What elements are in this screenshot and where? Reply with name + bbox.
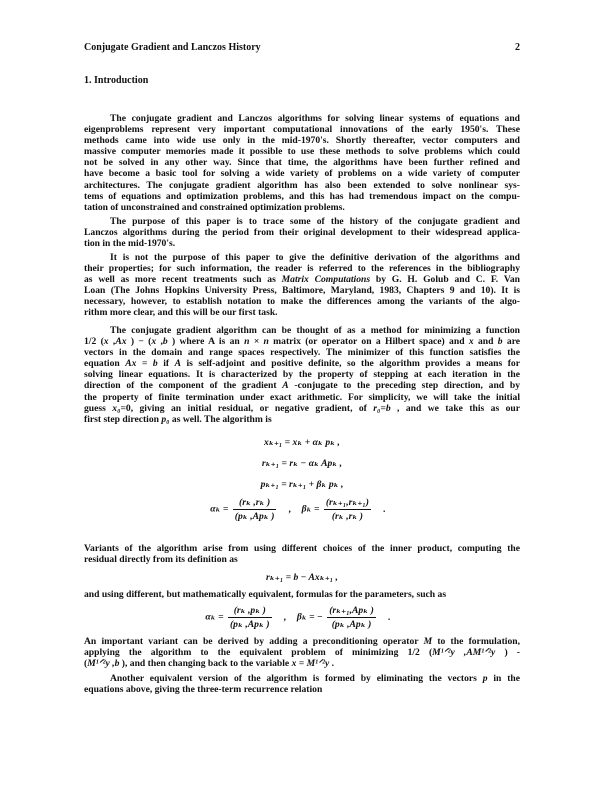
text-run: , bbox=[156, 336, 163, 348]
text-run: 1/2 ( bbox=[84, 336, 104, 348]
text-line bbox=[84, 135, 520, 146]
text-run: vectors in the domain and range spaces respectively. The minimizer of this function satisfies the bbox=[84, 347, 520, 359]
paragraph bbox=[84, 252, 520, 319]
page-number: 2 bbox=[515, 42, 520, 53]
text-run: direction of the component of the gradient bbox=[84, 380, 283, 392]
text-run: The conjugate gradient algorithm can be thought of as a method for minimizing a function bbox=[110, 325, 520, 336]
text-run: eigenproblems represent very important computational innovations of the early 1950's. These bbox=[84, 124, 520, 136]
italic-text: x bbox=[468, 336, 474, 348]
text-run: rithm more clear, and this will be our first task. bbox=[84, 307, 278, 319]
text-line bbox=[84, 274, 520, 285]
text-run: to the formulation, bbox=[432, 636, 520, 647]
beta-fraction bbox=[327, 605, 376, 630]
text-line bbox=[84, 543, 520, 554]
paragraph bbox=[84, 636, 520, 669]
text-run: equations above, giving the three-term recurrence relation bbox=[84, 684, 323, 696]
text-line bbox=[84, 380, 520, 391]
italic-text: n × n bbox=[244, 336, 269, 348]
text-run: applying the algorithm to the equivalent problem of minimizing 1/2 ( bbox=[84, 647, 433, 659]
equation-x-update: xₖ₊₁ = xₖ + αₖ pₖ , bbox=[264, 437, 340, 448]
text-run: ) where A is an bbox=[167, 336, 245, 348]
text-run: ) − ( bbox=[126, 336, 152, 348]
text-run: tation of unconstrained and constrained optimization problems. bbox=[84, 201, 345, 213]
text-run: ), and then changing back to the variable bbox=[119, 658, 292, 670]
running-title: Conjugate Gradient and Lanczos History bbox=[84, 42, 261, 53]
italic-text: Ax = b bbox=[125, 358, 158, 370]
text-line bbox=[84, 113, 520, 124]
italic-text: M bbox=[423, 636, 433, 647]
alpha-numerator: (rₖ ,rₖ ) bbox=[233, 497, 277, 510]
text-line bbox=[84, 414, 520, 425]
text-run: Loan (The Johns Hopkins University Press, Baltimore, Maryland, 1983, Chapters 9 and 10). It is bbox=[84, 285, 520, 297]
text-run: and bbox=[473, 336, 498, 348]
text-run: An important variant can be derived by adding a preconditioning operator bbox=[84, 636, 424, 647]
equation-r-update: rₖ₊₁ = rₖ − αₖ Apₖ , bbox=[261, 458, 343, 469]
text-line bbox=[84, 554, 520, 565]
separator: , bbox=[284, 611, 287, 623]
italic-text: p bbox=[482, 673, 488, 684]
italic-text: b bbox=[162, 336, 168, 348]
text-run: if bbox=[157, 358, 175, 370]
beta-denominator: (pₖ ,Apₖ ) bbox=[331, 619, 372, 630]
text-line bbox=[84, 347, 520, 358]
terminator: . bbox=[388, 611, 391, 623]
italic-text: b bbox=[497, 336, 503, 348]
italic-text: A bbox=[174, 358, 181, 370]
text-run: architectures. The conjugate gradient algorithm has also been extended to solve nonlinear sys- bbox=[84, 179, 520, 191]
alpha-denominator: (pₖ ,Apₖ ) bbox=[234, 511, 275, 522]
text-line bbox=[84, 146, 520, 157]
equation-residual: rₖ₊₁ = b − Axₖ₊₁ , bbox=[266, 572, 338, 583]
italic-text: x₀ bbox=[112, 402, 121, 414]
text-line bbox=[84, 589, 520, 600]
text-run: is self-adjoint and positive definite, so the algorithm provides a means for bbox=[180, 358, 520, 370]
text-run: matrix (or operator on a Hilbert space) and bbox=[268, 336, 469, 348]
text-line bbox=[84, 216, 520, 227]
alpha-lhs: αₖ = bbox=[210, 503, 229, 515]
text-run: are bbox=[502, 336, 521, 348]
paragraph bbox=[84, 216, 520, 249]
text-run: methods came into wide use only in the mid-1970's. Shortly thereafter, vector computers and bbox=[84, 135, 520, 147]
text-run: ) - bbox=[495, 647, 521, 659]
text-run: tems of equations and optimization problems, and this has had tremendous impact on the compu- bbox=[84, 190, 520, 202]
paragraph bbox=[84, 673, 520, 695]
italic-text: Ax bbox=[115, 336, 127, 348]
text-run: residual directly from its definition as bbox=[84, 554, 238, 566]
alpha-fraction bbox=[228, 605, 272, 630]
text-run: Variants of the algorithm arise from using different choices of the inner product, computing the bbox=[84, 543, 520, 554]
text-line bbox=[84, 336, 520, 347]
text-line bbox=[84, 202, 520, 213]
beta-numerator: (rₖ₊₁,Apₖ ) bbox=[329, 605, 374, 616]
text-run: solving linear equations. It is characterized by the property of stepping at each iteration in the bbox=[84, 369, 520, 381]
beta-denominator: (rₖ ,rₖ ) bbox=[331, 511, 363, 522]
italic-text: x bbox=[151, 336, 157, 348]
text-run: by G. H. Golub and C. F. Van bbox=[370, 274, 520, 286]
text-run: . bbox=[329, 658, 335, 670]
text-run: the property of finite termination under exact arithmetic. For simplicity, we will take the initial bbox=[84, 391, 520, 403]
paragraph bbox=[84, 589, 520, 600]
section-heading: 1. Introduction bbox=[84, 75, 149, 86]
text-line bbox=[84, 238, 520, 249]
text-run: It is not the purpose of this paper to give the definitive derivation of the algorithms and bbox=[110, 252, 520, 263]
paragraph bbox=[84, 325, 520, 425]
text-run: first step direction bbox=[84, 413, 162, 425]
text-run: not be solved in any other way. Since that time, the algorithms have been further refined and bbox=[84, 157, 520, 169]
text-run: -conjugate to the preceding step direction, and by bbox=[288, 380, 520, 392]
text-line bbox=[84, 263, 520, 274]
text-line bbox=[84, 168, 520, 179]
terminator: . bbox=[383, 503, 386, 515]
text-run: , bbox=[108, 336, 116, 348]
beta-lhs: βₖ = − bbox=[296, 611, 323, 623]
text-line bbox=[84, 285, 520, 296]
equation-p-update: pₖ₊₁ = rₖ₊₁ + βₖ pₖ , bbox=[260, 479, 344, 490]
paragraph bbox=[84, 543, 520, 565]
italic-text: x = M¹ᐟ²y bbox=[291, 658, 330, 670]
alpha-denominator: (pₖ ,Apₖ ) bbox=[229, 619, 270, 630]
text-line bbox=[84, 647, 520, 658]
alpha-fraction bbox=[233, 497, 277, 522]
italic-text: Matrix Computations bbox=[281, 274, 371, 286]
text-run: as well. The algorithm is bbox=[169, 413, 272, 425]
separator: , bbox=[288, 503, 292, 515]
text-line bbox=[84, 325, 520, 336]
text-run: their properties; for such information, the reader is referred to the references in the bibliography bbox=[84, 263, 520, 275]
italic-text: A bbox=[282, 380, 289, 392]
text-line bbox=[84, 296, 520, 307]
alpha-numerator: (rₖ ,pₖ ) bbox=[228, 605, 272, 618]
beta-numerator: (rₖ₊₁,rₖ₊₁) bbox=[325, 497, 369, 508]
equation-parameters bbox=[84, 497, 520, 522]
text-line bbox=[84, 636, 520, 647]
text-run: in the bbox=[487, 673, 521, 684]
paragraph bbox=[84, 113, 520, 213]
alpha-lhs: αₖ = bbox=[205, 611, 224, 623]
text-line bbox=[84, 358, 520, 369]
text-run: equation bbox=[84, 358, 126, 370]
italic-text: r₀=b bbox=[373, 402, 391, 414]
beta-fraction bbox=[324, 497, 371, 522]
text-run: ( bbox=[84, 658, 88, 670]
text-line bbox=[84, 369, 520, 380]
text-run: The conjugate gradient and Lanczos algorithms for solving linear systems of equations and bbox=[110, 113, 520, 124]
italic-text: x bbox=[103, 336, 109, 348]
running-header bbox=[84, 42, 520, 53]
italic-text: M¹ᐟ²y ,b bbox=[87, 658, 120, 670]
text-line bbox=[84, 658, 520, 669]
text-run: The purpose of this paper is to trace some of the history of the conjugate gradient and bbox=[110, 216, 520, 227]
beta-lhs: βₖ = bbox=[301, 503, 320, 515]
text-line bbox=[84, 252, 520, 263]
text-run: and using different, but mathematically equivalent, formulas for the parameters, such as bbox=[84, 589, 447, 600]
text-run: necessary, however, to establish notation to make the differences among the variants of the algo- bbox=[84, 296, 520, 308]
text-run: =0, giving an initial residual, or negative gradient, of bbox=[120, 402, 374, 414]
text-line bbox=[84, 191, 520, 202]
text-run: have become a basic tool for solving a wide variety of problems on a wide variety of computer bbox=[84, 168, 520, 180]
text-run: as well as more recent treatments such as bbox=[84, 274, 282, 286]
text-run: tion in the mid-1970's. bbox=[84, 238, 176, 250]
text-line bbox=[84, 403, 520, 414]
text-line bbox=[84, 392, 520, 403]
text-run: Another equivalent version of the algorithm is formed by eliminating the vectors bbox=[110, 673, 483, 684]
text-run: massive computer memories made it possible to use these methods to solve problems which could bbox=[84, 146, 520, 158]
text-line bbox=[84, 673, 520, 684]
text-line bbox=[84, 684, 520, 695]
text-line bbox=[84, 307, 520, 318]
text-line bbox=[84, 157, 520, 168]
equation-parameters-variant bbox=[84, 605, 520, 630]
text-run: Lanczos algorithms during the period from their original development to their widespread applica- bbox=[84, 227, 520, 239]
text-line bbox=[84, 124, 520, 135]
italic-text: M¹ᐟ²y ,AM¹ᐟ²y bbox=[432, 647, 496, 659]
text-line bbox=[84, 180, 520, 191]
text-run: , and we take this as our bbox=[390, 402, 520, 414]
text-run: guess bbox=[84, 402, 113, 414]
italic-text: p₀ bbox=[161, 413, 170, 425]
text-line bbox=[84, 227, 520, 238]
